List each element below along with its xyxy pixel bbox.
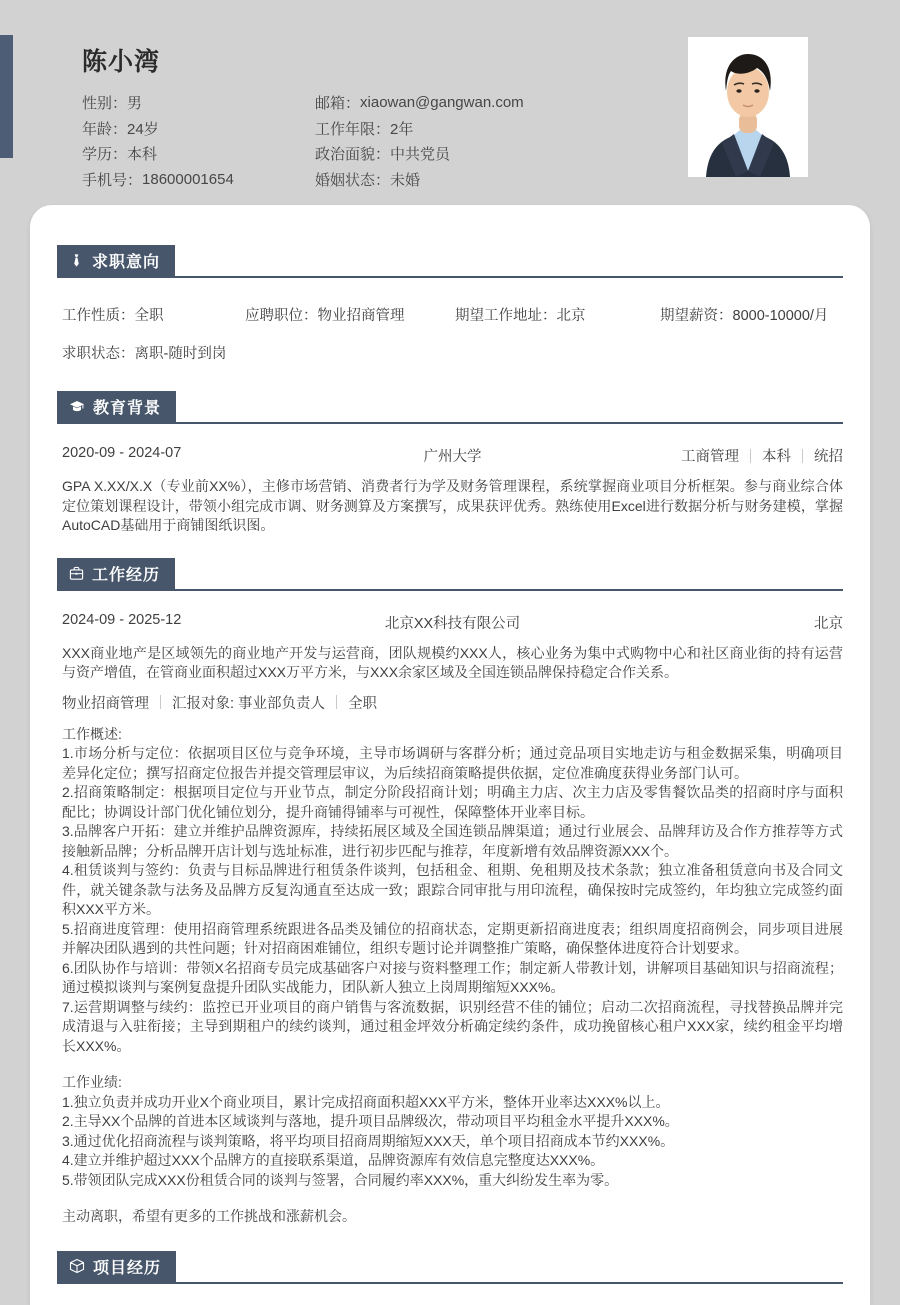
- job-intent-header: [57, 245, 843, 278]
- work-period: 2024-09 - 2025-12: [62, 611, 182, 628]
- job-type-value: 全职: [134, 308, 164, 324]
- political-status-label: 政治面貌：: [315, 146, 391, 164]
- left-accent-bar: [0, 35, 13, 158]
- age-value: 24岁: [127, 120, 159, 138]
- work-years-value: 2年: [390, 120, 414, 138]
- political-status-value: 中共党员: [390, 146, 451, 164]
- email-label: 邮箱：: [315, 95, 361, 113]
- phone-field: [82, 167, 315, 193]
- position-meta-row: [62, 692, 843, 713]
- work-achievement-item: 5.带领团队完成XXX份租赁合同的谈判与签署，合同履约率XXX%，重大纠纷发生率为零。: [62, 1171, 619, 1188]
- education-badge: [57, 391, 176, 422]
- education-level-label: 学历：: [82, 146, 128, 164]
- work-achievement-item: 3.通过优化招商流程与谈判策略，将平均项目招商周期缩短XXX天，单个项目招商成本节约XXX%。: [62, 1132, 675, 1149]
- work-achievement-item: 4.建立并维护超过XXX个品牌方的直接联系渠道，品牌资源库有效信息完整度达XXX%。: [62, 1152, 605, 1168]
- work-years-label: 工作年限：: [315, 120, 391, 138]
- job-status-value: 离职-随时到岗: [134, 346, 227, 362]
- target-position-label: 应聘职位：: [245, 308, 318, 324]
- work-achievement-items: [62, 1093, 843, 1191]
- gender-value: 男: [127, 95, 143, 113]
- graduation-cap-icon: [69, 399, 85, 415]
- work-badge: [57, 558, 175, 589]
- admission-type: 统招: [814, 449, 843, 465]
- section-title: 教育背景: [93, 400, 162, 417]
- section-project-experience: [57, 1251, 843, 1284]
- work-overview-item: 2.招商策略制定：根据项目定位与开业节点，制定分阶段招商计划；明确主力店、次主力店及零售餐饮品类的招商时序与面积配比；协调设计部门优化铺位划分，提升商铺得铺率与可视性，保障整体开业率目标。: [62, 784, 843, 820]
- email-value: xiaowan@gangwan.com: [360, 94, 524, 112]
- personal-info-left-column: [82, 90, 315, 192]
- job-status-field: [62, 342, 843, 363]
- phone-label: 手机号：: [82, 171, 143, 189]
- education-degree-info: [681, 445, 843, 466]
- education-row: [62, 445, 843, 465]
- marital-status-field: [315, 167, 524, 193]
- political-status-field: [315, 141, 524, 167]
- work-header: [57, 558, 843, 591]
- age-label: 年龄：: [82, 120, 128, 138]
- section-title: 求职意向: [92, 254, 161, 271]
- work-overview-item: 5.招商进度管理：使用招商管理系统跟进各品类及铺位的招商状态，定期更新招商进度表；组织周度招商例会，同步项目进展并解决团队遇到的共性问题；针对招商困难铺位，组织专题讨论并调整推广策略，确保整体进度符合计划要求。: [62, 920, 843, 956]
- candidate-name: 陈小湾: [82, 48, 161, 76]
- section-title: 项目经历: [93, 1259, 162, 1277]
- marital-status-value: 未婚: [390, 171, 421, 189]
- separator: [160, 695, 161, 709]
- work-overview-item: 1.市场分析与定位：依据项目区位与竞争环境，主导市场调研与客群分析；通过竞品项目实地走访与租金数据采集，明确项目差异化定位；撰写招商定位报告并提交管理层审议，为后续招商策略提供依据，定位准确度获得业务部门认可。: [62, 745, 843, 781]
- job-intent-badge: [57, 245, 175, 276]
- job-type-label: 工作性质：: [62, 308, 135, 324]
- work-achievement-title: 工作业绩:: [62, 1074, 122, 1090]
- gender-field: [82, 90, 315, 116]
- section-job-intent: [57, 205, 843, 363]
- work-overview-item: 6.团队协作与培训：带领X名招商专员完成基础客户对接与资料整理工作；制定新人带教计划，讲解项目基础知识与招商流程；通过模拟谈判与案例复盘提升团队实战能力，团队新人独立上岗周期缩短XXX%。: [62, 959, 843, 995]
- email-field: [315, 90, 524, 116]
- work-overview-items: [62, 744, 843, 1056]
- target-location-value: 北京: [556, 308, 586, 324]
- project-header: [57, 1251, 843, 1284]
- work-achievement-item: 2.主导XX个品牌的首进本区域谈判与落地，提升项目品牌级次，带动项目平均租金水平提升XXX%。: [62, 1113, 679, 1129]
- project-badge: [57, 1251, 176, 1282]
- work-overview-block: [62, 725, 843, 1057]
- education-level-field: [82, 141, 315, 167]
- box-icon: [69, 1258, 85, 1274]
- work-overview-item: 3.品牌客户开拓：建立并维护品牌资源库，持续拓展区域及全国连锁品牌渠道；通过行业展会、品牌拜访及合作方推荐等方式接触新品牌；分析品牌开店计划与选址标准，进行初步匹配与推荐，年度新增有效品牌资源XXX个。: [62, 823, 843, 859]
- education-description: GPA X.XX/X.X（专业前XX%），主修市场营销、消费者行为学及财务管理课程，系统掌握商业项目分析框架。参与商业综合体定位策划课程设计，带领小组完成市调、财务测算及方案撰写，成果获评优秀。熟练使用Excel进行数据分析与财务建模，掌握AutoCAD基础用于商铺图纸识图。: [62, 478, 843, 533]
- gender-label: 性别：: [82, 95, 128, 113]
- expected-salary-value: 8000-10000/月: [732, 308, 829, 324]
- work-years-field: [315, 116, 524, 142]
- education-header: [57, 391, 843, 424]
- degree: 本科: [762, 449, 791, 465]
- work-overview-item: 7.运营期调整与续约：监控已开业项目的商户销售与客流数据，识别经营不佳的铺位；启动二次招商流程，寻找替换品牌并完成清退与入驻衔接；主导到期租户的续约谈判，通过租金坪效分析确定续约条件，成功挽留核心租户XXX家，续约租金平均增长XXX%。: [62, 998, 843, 1054]
- job-status-label: 求职状态：: [62, 346, 135, 362]
- expected-salary-field: [660, 304, 843, 325]
- target-location-label: 期望工作地址：: [455, 308, 557, 324]
- school-name: 广州大学: [423, 449, 482, 465]
- leave-reason: 主动离职，希望有更多的工作挑战和涨薪机会。: [62, 1208, 356, 1224]
- work-overview-title: 工作概述:: [62, 725, 122, 742]
- work-city: 北京: [814, 615, 843, 632]
- expected-salary-label: 期望薪资：: [660, 308, 733, 324]
- separator: [750, 449, 751, 463]
- education-level-value: 本科: [127, 146, 158, 164]
- major: 工商管理: [681, 449, 739, 465]
- work-row: [62, 612, 843, 632]
- job-intent-fields: [62, 304, 843, 325]
- target-position-value: 物业招商管理: [317, 308, 405, 324]
- company-name: 北京XX科技有限公司: [384, 615, 521, 632]
- section-education: [57, 391, 843, 536]
- report-to: 汇报对象: 事业部负责人: [172, 695, 326, 712]
- section-title: 工作经历: [92, 566, 161, 584]
- work-overview-item: 4.租赁谈判与签约：负责与目标品牌进行租赁条件谈判，包括租金、租期、免租期及技术条款；独立准备租赁意向书及合同文件，就关键条款与法务及品牌方反复沟通直至达成一致；跟踪合同审批与用印流程，确保按时完成签约，年均独立完成签约面积XXX平方米。: [62, 862, 843, 917]
- resume-card: [30, 205, 870, 1305]
- separator: [336, 695, 337, 709]
- job-type-field: [62, 304, 245, 325]
- briefcase-icon: [69, 566, 84, 581]
- tie-icon: [69, 253, 84, 268]
- marital-status-label: 婚姻状态：: [315, 171, 391, 189]
- work-achievement-item: 1.独立负责并成功开业X个商业项目，累计完成招商面积超XXX平方米，整体开业率达XXX%以上。: [62, 1093, 670, 1110]
- target-location-field: [455, 304, 660, 325]
- work-achievement-block: [62, 1073, 843, 1190]
- target-position-field: [245, 304, 455, 325]
- company-intro: XXX商业地产是区域领先的商业地产开发与运营商，团队规模约XXX人，核心业务为集中式购物中心和社区商业街的持有运营与资产增值，在管商业面积超过XXX万平方米，与XXX余家区域及全国连锁品牌保持稳定合作关系。: [62, 644, 843, 680]
- section-work-experience: [57, 558, 843, 1227]
- age-field: [82, 116, 315, 142]
- profile-photo: [688, 37, 808, 177]
- education-period: 2020-09 - 2024-07: [62, 445, 182, 461]
- separator: [802, 449, 803, 463]
- phone-value: 18600001654: [142, 170, 234, 188]
- employment-type: 全职: [348, 695, 378, 712]
- personal-info-right-column: [315, 90, 524, 192]
- position-title: 物业招商管理: [62, 695, 149, 712]
